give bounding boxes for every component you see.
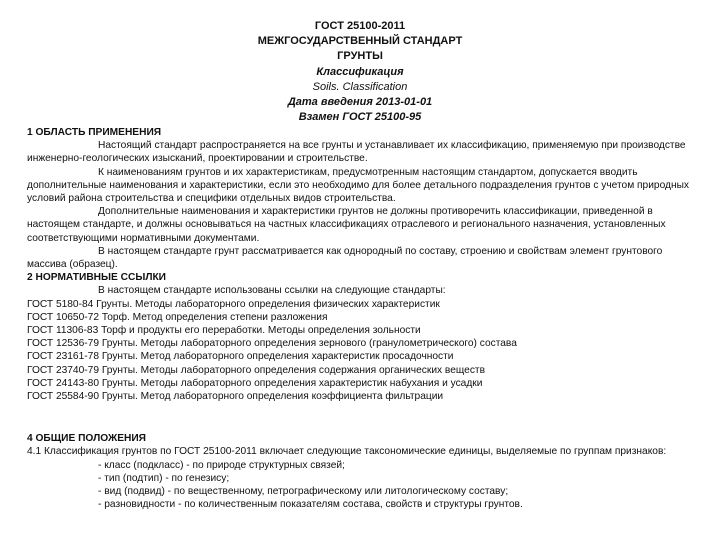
taxonomy-item: - вид (подвид) - по вещественному, петрографическому или литологическому составу;: [98, 486, 509, 498]
reference-item: ГОСТ 5180-84 Грунты. Методы лабораторного определения физических характеристик: [27, 298, 440, 310]
standard-title-en: Soils. Classification: [312, 80, 408, 93]
section-2-intro: В настоящем стандарте использованы ссылки на следующие стандарты:: [98, 285, 446, 297]
standard-subject: ГРУНТЫ: [337, 50, 383, 63]
section-4-heading: 4 ОБЩИЕ ПОЛОЖЕНИЯ: [27, 433, 147, 445]
document-body: [27, 126, 697, 511]
taxonomy-item: - класс (подкласс) - по природе структурных связей;: [98, 459, 345, 471]
section-2-heading: 2 НОРМАТИВНЫЕ ССЫЛКИ: [27, 272, 167, 284]
effective-date: Дата введения 2013-01-01: [287, 96, 433, 109]
taxonomy-item: - разновидности - по количественным показателям состава, свойств и структуры грунтов.: [98, 499, 523, 511]
section-1-paragraph-4: В настоящем стандарте грунт рассматривается как однородный по составу, строению и свойствам элемент грунтового массива (образец).: [27, 245, 663, 271]
taxonomy-item: - тип (подтип) - по генезису;: [98, 472, 230, 484]
reference-item: ГОСТ 12536-79 Грунты. Методы лабораторного определения зернового (гранулометрического) состава: [27, 338, 517, 350]
section-1-paragraph-3: Дополнительные наименования и характеристики грунтов не должны противоречить классификации, приведенной в настоящем стандарте, и должны основываться на частных классификациях отраслевого и регионального назначения, установленных соответствующими нормативными документами.: [27, 206, 666, 244]
reference-item: ГОСТ 25584-90 Грунты. Метод лабораторного определения коэффициента фильтрации: [27, 391, 444, 403]
section-1-paragraph-2: К наименованиям грунтов и их характеристикам, предусмотренным настоящим стандартом, допускается вводить дополнительные наименования и характеристики, если это необходимо для более детального подразделения грунтов с учетом природных условий района строительства и специфики отдельных видов строительства.: [27, 166, 690, 205]
section-1-heading: 1 ОБЛАСТЬ ПРИМЕНЕНИЯ: [27, 127, 162, 138]
reference-list: [27, 298, 697, 404]
document-header: [0, 19, 720, 125]
reference-item: ГОСТ 11306-83 Торф и продукты его переработки. Методы определения зольности: [27, 325, 421, 337]
section-spacer: [27, 403, 697, 432]
reference-item: ГОСТ 23161-78 Грунты. Метод лабораторного определения характеристик просадочности: [27, 351, 454, 363]
replaces-standard: Взамен ГОСТ 25100-95: [298, 111, 422, 124]
section-1-paragraph-1: Настоящий стандарт распространяется на все грунты и устанавливает их классификацию, применяемую при производстве инженерно-геологических изысканий, проектировании и строительстве.: [27, 140, 686, 165]
reference-item: ГОСТ 10650-72 Торф. Метод определения степени разложения: [27, 311, 328, 323]
taxonomy-list: [27, 459, 697, 512]
standard-title: Классификация: [316, 65, 404, 78]
standard-code: ГОСТ 25100-2011: [314, 20, 406, 32]
reference-item: ГОСТ 23740-79 Грунты. Методы лабораторного определения содержания органических веществ: [27, 364, 486, 376]
standard-type: МЕЖГОСУДАРСТВЕННЫЙ СТАНДАРТ: [257, 35, 463, 48]
section-4-paragraph-1: 4.1 Классификация грунтов по ГОСТ 25100-2011 включает следующие таксономические единицы, выделяемые по группам признаков:: [27, 446, 667, 458]
reference-item: ГОСТ 24143-80 Грунты. Методы лабораторного определения характеристик набухания и усадки: [27, 377, 483, 389]
